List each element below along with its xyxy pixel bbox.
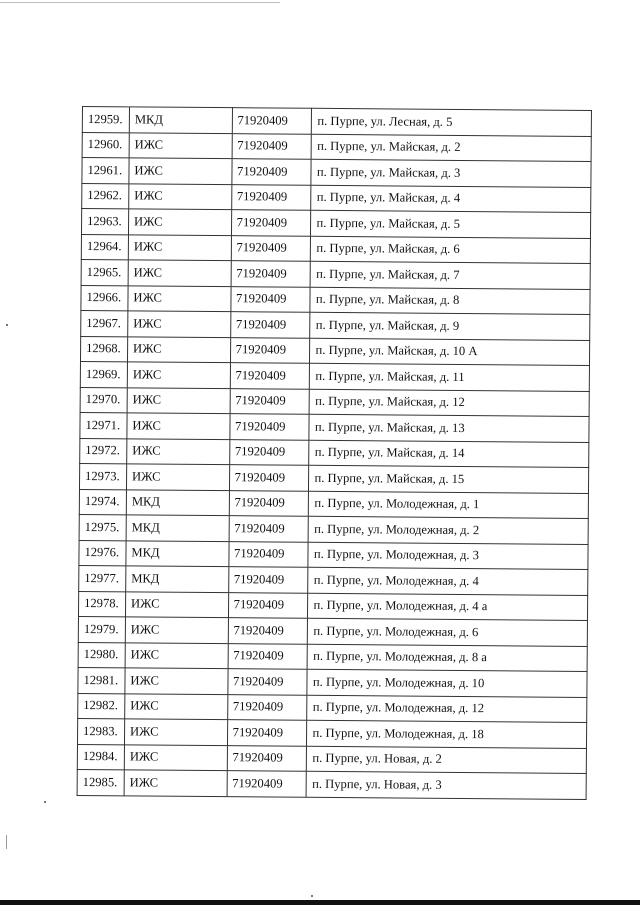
building-type-cell: ИЖС [125,642,228,668]
address-cell: п. Пурпе, ул. Молодежная, д. 8 а [308,644,588,672]
building-type-cell: МКД [129,107,232,133]
address-cell: п. Пурпе, ул. Молодежная, д. 1 [309,491,589,519]
scan-speck [311,895,313,897]
oktmo-code-cell: 71920409 [227,720,307,746]
table-row [79,565,588,594]
row-number-cell: 12959. [82,107,129,133]
row-number-cell: 12983. [77,718,124,744]
oktmo-code-cell: 71920409 [228,592,308,618]
building-type-cell: ИЖС [127,336,230,362]
address-registry-table [77,106,592,799]
address-cell: п. Пурпе, ул. Майская, д. 14 [309,440,589,468]
building-type-cell: ИЖС [125,591,228,617]
table-row [77,769,586,798]
row-number-cell: 12985. [77,769,124,795]
table-row [82,107,591,136]
row-number-cell: 12982. [78,693,125,719]
address-cell: п. Пурпе, ул. Майская, д. 11 [310,363,590,391]
row-number-cell: 12960. [82,132,129,158]
oktmo-code-cell: 71920409 [231,261,311,287]
registry-table-body [77,107,591,799]
building-type-cell: ИЖС [129,158,232,184]
address-cell: п. Пурпе, ул. Майская, д. 9 [310,312,590,340]
oktmo-code-cell: 71920409 [228,618,308,644]
address-cell: п. Пурпе, ул. Молодежная, д. 4 а [308,593,588,621]
building-type-cell: ИЖС [129,183,232,209]
table-row [79,514,588,543]
row-number-cell: 12977. [79,565,126,591]
oktmo-code-cell: 71920409 [230,312,310,338]
address-cell: п. Пурпе, ул. Молодежная, д. 4 [308,567,588,595]
oktmo-code-cell: 71920409 [229,516,309,542]
row-number-cell: 12961. [82,158,129,184]
table-row [79,463,588,492]
address-cell: п. Пурпе, ул. Лесная, д. 5 [312,108,592,136]
building-type-cell: МКД [126,515,229,541]
address-cell: п. Пурпе, ул. Молодежная, д. 2 [309,516,589,544]
address-cell: п. Пурпе, ул. Молодежная, д. 3 [308,542,588,570]
oktmo-code-cell: 71920409 [231,184,311,210]
address-cell: п. Пурпе, ул. Майская, д. 2 [312,134,592,162]
oktmo-code-cell: 71920409 [230,286,310,312]
address-cell: п. Пурпе, ул. Молодежная, д. 12 [307,695,587,723]
building-type-cell: ИЖС [124,744,227,770]
scan-speck [6,324,8,326]
table-row [79,489,588,518]
oktmo-code-cell: 71920409 [227,771,307,797]
oktmo-code-cell: 71920409 [229,490,309,516]
table-row [81,259,590,288]
table-row [80,336,589,365]
row-number-cell: 12971. [80,412,127,438]
table-row [78,642,587,671]
row-number-cell: 12978. [78,591,125,617]
oktmo-code-cell: 71920409 [228,643,308,669]
building-type-cell: ИЖС [125,668,228,694]
table-row [78,591,587,620]
scan-speck [6,835,7,849]
table-row [77,718,586,747]
oktmo-code-cell: 71920409 [232,133,312,159]
address-cell: п. Пурпе, ул. Майская, д. 7 [311,261,591,289]
table-row [80,412,589,441]
address-cell: п. Пурпе, ул. Майская, д. 5 [311,210,591,238]
building-type-cell: ИЖС [127,438,230,464]
row-number-cell: 12980. [78,642,125,668]
row-number-cell: 12976. [79,540,126,566]
oktmo-code-cell: 71920409 [227,669,307,695]
table-row [81,285,590,314]
oktmo-code-cell: 71920409 [227,694,307,720]
address-cell: п. Пурпе, ул. Майская, д. 3 [311,159,591,187]
address-cell: п. Пурпе, ул. Новая, д. 3 [307,771,587,799]
row-number-cell: 12964. [81,234,128,260]
oktmo-code-cell: 71920409 [228,567,308,593]
row-number-cell: 12968. [80,336,127,362]
oktmo-code-cell: 71920409 [231,235,311,261]
address-cell: п. Пурпе, ул. Майская, д. 15 [309,465,589,493]
table-row [80,438,589,467]
building-type-cell: МКД [126,566,229,592]
scan-speck [44,801,46,803]
oktmo-code-cell: 71920409 [231,159,311,185]
oktmo-code-cell: 71920409 [230,388,310,414]
row-number-cell: 12973. [79,463,126,489]
building-type-cell: ИЖС [127,362,230,388]
address-cell: п. Пурпе, ул. Майская, д. 4 [311,185,591,213]
row-number-cell: 12981. [78,667,125,693]
row-number-cell: 12970. [80,387,127,413]
address-cell: п. Пурпе, ул. Новая, д. 2 [307,746,587,774]
building-type-cell: ИЖС [127,413,230,439]
row-number-cell: 12979. [78,616,125,642]
row-number-cell: 12969. [80,361,127,387]
oktmo-code-cell: 71920409 [230,337,310,363]
table-row [82,132,591,161]
address-cell: п. Пурпе, ул. Майская, д. 10 А [310,338,590,366]
table-row [80,361,589,390]
building-type-cell: ИЖС [128,260,231,286]
building-type-cell: ИЖС [125,617,228,643]
row-number-cell: 12963. [81,209,128,235]
oktmo-code-cell: 71920409 [232,108,312,134]
oktmo-code-cell: 71920409 [230,363,310,389]
scan-bottom-edge [0,900,640,905]
address-cell: п. Пурпе, ул. Молодежная, д. 6 [308,618,588,646]
oktmo-code-cell: 71920409 [227,745,307,771]
oktmo-code-cell: 71920409 [229,439,309,465]
building-type-cell: МКД [126,489,229,515]
address-cell: п. Пурпе, ул. Майская, д. 12 [310,389,590,417]
building-type-cell: ИЖС [128,285,231,311]
row-number-cell: 12966. [81,285,128,311]
address-cell: п. Пурпе, ул. Майская, д. 13 [309,414,589,442]
oktmo-code-cell: 71920409 [228,541,308,567]
table-row [78,667,587,696]
oktmo-code-cell: 71920409 [231,210,311,236]
building-type-cell: ИЖС [129,132,232,158]
address-cell: п. Пурпе, ул. Майская, д. 8 [310,287,590,315]
table-row [82,183,591,212]
row-number-cell: 12962. [82,183,129,209]
building-type-cell: ИЖС [125,693,228,719]
building-type-cell: ИЖС [128,234,231,260]
table-row [81,234,590,263]
scan-top-edge [0,2,280,3]
address-cell: п. Пурпе, ул. Молодежная, д. 18 [307,720,587,748]
row-number-cell: 12965. [81,259,128,285]
building-type-cell: ИЖС [124,719,227,745]
table-row [80,387,589,416]
table-row [81,209,590,238]
building-type-cell: ИЖС [126,464,229,490]
address-cell: п. Пурпе, ул. Молодежная, д. 10 [307,669,587,697]
row-number-cell: 12972. [80,438,127,464]
row-number-cell: 12974. [79,489,126,515]
address-cell: п. Пурпе, ул. Майская, д. 6 [311,236,591,264]
building-type-cell: ИЖС [128,209,231,235]
table-row [77,744,586,773]
table-row [78,693,587,722]
oktmo-code-cell: 71920409 [229,465,309,491]
oktmo-code-cell: 71920409 [229,414,309,440]
row-number-cell: 12975. [79,514,126,540]
table-row [81,310,590,339]
building-type-cell: ИЖС [124,770,227,796]
building-type-cell: ИЖС [128,311,231,337]
table-row [78,616,587,645]
table-row [82,158,591,187]
row-number-cell: 12984. [77,744,124,770]
building-type-cell: МКД [126,540,229,566]
table-row [79,540,588,569]
building-type-cell: ИЖС [127,387,230,413]
row-number-cell: 12967. [81,310,128,336]
